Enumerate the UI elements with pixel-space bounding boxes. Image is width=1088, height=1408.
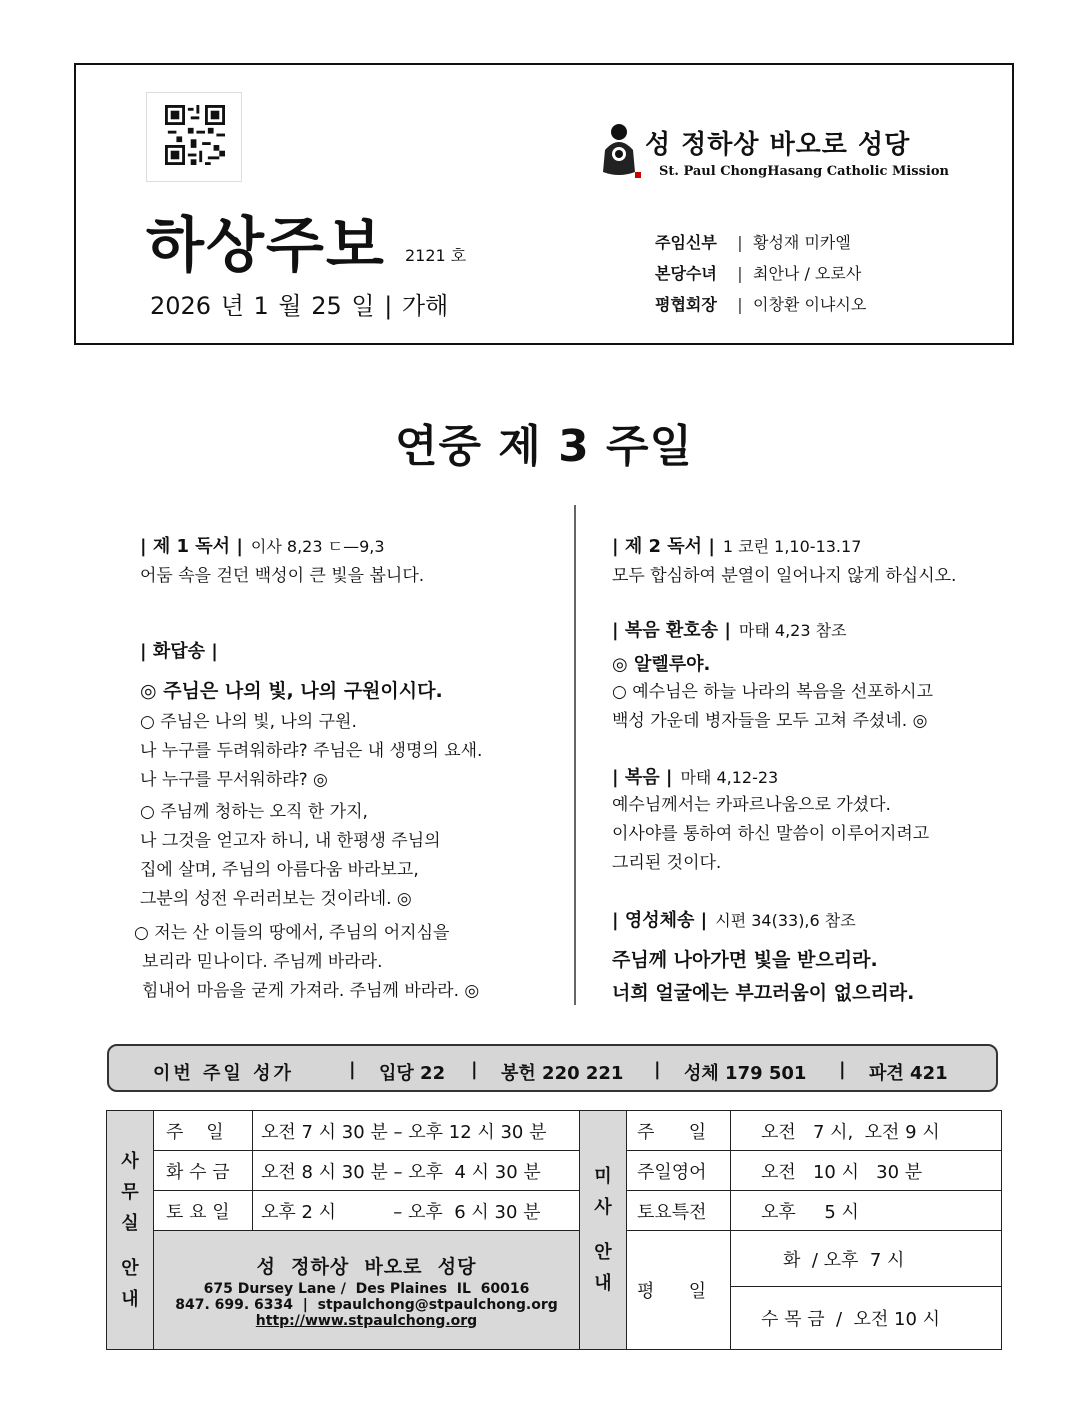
gospel-line: 예수님께서는 카파르나움으로 가셨다. bbox=[612, 795, 891, 815]
acclamation-line: 백성 가운데 병자들을 모두 고쳐 주셨네. ◎ bbox=[612, 711, 928, 731]
office-label: 사 무 실 안 내 bbox=[106, 1110, 154, 1350]
reading1-ref: 이사 8,23 ㄷ—9,3 bbox=[250, 537, 385, 556]
mass-time: 오전 10 시 30 분 bbox=[730, 1150, 1002, 1191]
hymn-offertory: 봉헌 220 221 bbox=[501, 1063, 624, 1084]
hymn-entrance: 입당 22 bbox=[379, 1063, 446, 1084]
psalm-verse-line: ○ 주님께 청하는 오직 한 가지, bbox=[140, 802, 368, 822]
communion-label: | 영성체송 | bbox=[612, 910, 708, 931]
mass-day: 토요특전 bbox=[626, 1190, 731, 1231]
reading1-heading bbox=[140, 532, 385, 558]
feast-title: 연중 제 3 주일 bbox=[394, 421, 694, 472]
acclamation-ref: 마태 4,23 참조 bbox=[738, 621, 847, 640]
hymns-separator: | bbox=[839, 1059, 846, 1080]
bulletin-title: 하상주보 bbox=[146, 211, 386, 281]
psalm-verse-line: 힘내어 마음을 굳게 가져라. 주님께 바라라. ◎ bbox=[142, 981, 480, 1001]
church-name-english: St. Paul ChongHasang Catholic Mission bbox=[659, 164, 949, 179]
psalm-verse-line: 그분의 성전 우러러보는 것이라네. ◎ bbox=[140, 889, 412, 909]
column-divider bbox=[574, 505, 576, 1005]
gospel-heading bbox=[612, 763, 778, 789]
office-day: 토 요 일 bbox=[153, 1190, 253, 1231]
staff-name: 황성재 미카엘 bbox=[753, 233, 851, 252]
gospel-label: | 복음 | bbox=[612, 767, 673, 788]
hymn-communion: 성체 179 501 bbox=[684, 1063, 807, 1084]
reading2-ref: 1 코린 1,10-13.17 bbox=[722, 537, 862, 556]
office-day: 화 수 금 bbox=[153, 1150, 253, 1191]
staff-role: 본당수녀 bbox=[655, 264, 717, 283]
mass-day: 주 일 bbox=[626, 1110, 731, 1151]
reading1-label: | 제 1 독서 | bbox=[140, 536, 243, 557]
mass-weekday-time: 화 / 오후 7 시 bbox=[730, 1230, 1002, 1287]
staff-name: 이창환 이냐시오 bbox=[753, 295, 867, 314]
mass-weekday-time: 수 목 금 / 오전 10 시 bbox=[730, 1286, 1002, 1350]
staff-role: 주임신부 bbox=[655, 233, 717, 252]
acclamation-alleluia: ◎ 알렐루야. bbox=[612, 654, 711, 675]
hymns-bar bbox=[107, 1044, 998, 1092]
acclamation-label: | 복음 환호송 | bbox=[612, 620, 731, 641]
reading1-text: 어둠 속을 걷던 백성이 큰 빛을 봅니다. bbox=[140, 566, 425, 586]
communion-line: 너희 얼굴에는 부끄러움이 없으리라. bbox=[612, 982, 915, 1004]
church-name: 성 정하상 바오로 성당 bbox=[645, 130, 911, 160]
reading2-text: 모두 합심하여 분열이 일어나지 않게 하십시오. bbox=[612, 566, 957, 586]
hymns-separator: | bbox=[654, 1059, 661, 1080]
office-time: 오후 2 시 – 오후 6 시 30 분 bbox=[252, 1190, 580, 1231]
schedule-table bbox=[106, 1110, 1002, 1350]
hymn-recessional: 파견 421 bbox=[869, 1063, 948, 1084]
contact-address: 675 Dursey Lane / Des Plaines IL 60016 bbox=[203, 1280, 530, 1297]
qr-code[interactable] bbox=[146, 92, 242, 182]
hymns-separator: | bbox=[349, 1059, 356, 1080]
psalm-verse-line: 나 누구를 무서워하랴? ◎ bbox=[140, 770, 328, 790]
psalm-verse-line: 보리라 믿나이다. 주님께 바라라. bbox=[142, 952, 383, 972]
issue-number: 2121 호 bbox=[405, 246, 467, 265]
staff-row-pastor: 주임신부 | 황성재 미카엘 bbox=[655, 230, 851, 253]
psalm-verse-line: ○ 저는 산 이들의 땅에서, 주님의 어지심을 bbox=[134, 923, 450, 943]
gospel-ref: 마태 4,12-23 bbox=[680, 768, 779, 787]
saint-figure-icon bbox=[595, 120, 643, 180]
psalm-verse-line: ○ 주님은 나의 빛, 나의 구원. bbox=[140, 712, 357, 732]
hymns-separator: | bbox=[471, 1059, 478, 1080]
gospel-line: 이사야를 통하여 하신 말씀이 이루어지려고 bbox=[612, 824, 930, 844]
psalm-verse-line: 집에 살며, 주님의 아름다움 바라보고, bbox=[140, 860, 419, 880]
staff-name: 최안나 / 오로사 bbox=[753, 264, 862, 283]
mass-weekday-label: 평 일 bbox=[626, 1230, 731, 1350]
communion-line: 주님께 나아가면 빛을 받으리라. bbox=[612, 949, 878, 971]
contact-phone-email: 847. 699. 6334 | stpaulchong@stpaulchong.org bbox=[175, 1296, 558, 1313]
qr-code-icon bbox=[165, 105, 225, 165]
communion-heading bbox=[612, 906, 856, 932]
church-contact-box bbox=[153, 1230, 580, 1350]
acclamation-heading bbox=[612, 616, 847, 642]
hymns-title: 이번 주일 성가 bbox=[153, 1063, 294, 1084]
staff-row-council: 평협회장 | 이창환 이냐시오 bbox=[655, 292, 866, 315]
gospel-line: 그리된 것이다. bbox=[612, 853, 722, 873]
office-day: 주 일 bbox=[153, 1110, 253, 1151]
psalm-verse-line: 나 그것을 얻고자 하니, 내 한평생 주님의 bbox=[140, 831, 441, 851]
reading2-label: | 제 2 독서 | bbox=[612, 536, 715, 557]
reading2-heading bbox=[612, 532, 861, 558]
staff-row-sister: 본당수녀 | 최안나 / 오로사 bbox=[655, 261, 861, 284]
contact-website-link[interactable]: http://www.stpaulchong.org bbox=[255, 1312, 478, 1329]
staff-role: 평협회장 bbox=[655, 295, 717, 314]
mass-label: 미 사 안 내 bbox=[579, 1110, 627, 1350]
acclamation-line: ○ 예수님은 하늘 나라의 복음을 선포하시고 bbox=[612, 682, 934, 702]
psalm-heading: | 화답송 | bbox=[140, 641, 218, 662]
mass-time: 오전 7 시, 오전 9 시 bbox=[730, 1110, 1002, 1151]
communion-ref: 시편 34(33),6 참조 bbox=[715, 911, 856, 930]
office-time: 오전 8 시 30 분 – 오후 4 시 30 분 bbox=[252, 1150, 580, 1191]
contact-church-name: 성 정하상 바오로 성당 bbox=[256, 1255, 477, 1278]
mass-day: 주일영어 bbox=[626, 1150, 731, 1191]
mass-time: 오후 5 시 bbox=[730, 1190, 1002, 1231]
bulletin-date: 2026 년 1 월 25 일 | 가해 bbox=[150, 292, 449, 320]
psalm-response: ◎ 주님은 나의 빛, 나의 구원이시다. bbox=[140, 680, 443, 702]
church-logo bbox=[595, 120, 955, 184]
office-time: 오전 7 시 30 분 – 오후 12 시 30 분 bbox=[252, 1110, 580, 1151]
psalm-verse-line: 나 누구를 두려워하랴? 주님은 내 생명의 요새. bbox=[140, 741, 483, 761]
